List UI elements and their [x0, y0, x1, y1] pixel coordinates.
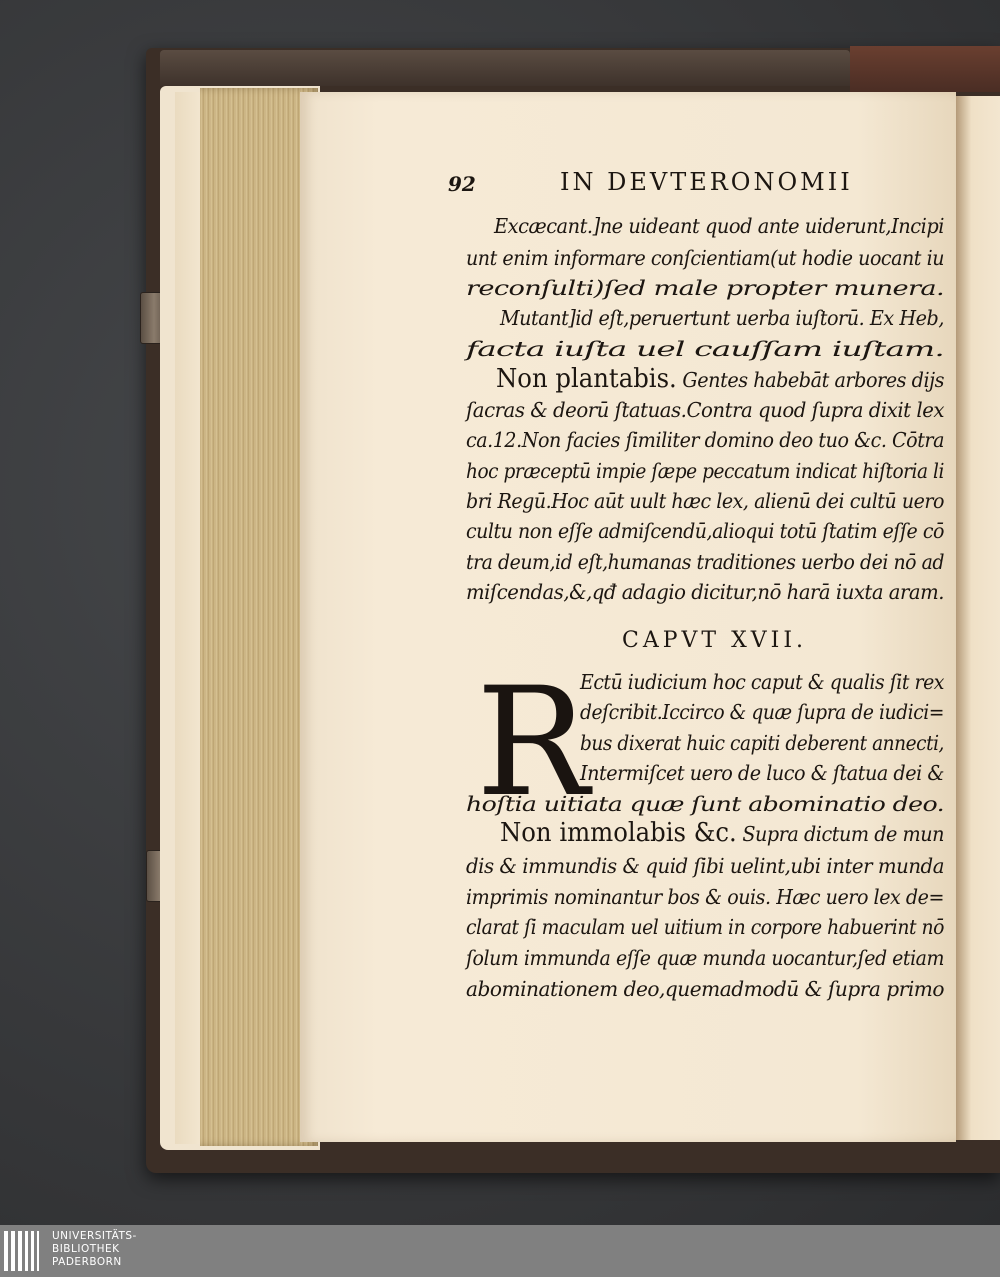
text-line: Ectū iudicium hoc caput & qualis ſit rex — [580, 670, 944, 694]
text-line: tra deum,id eſt,humanas traditiones uerbo dei nō ad — [466, 550, 944, 574]
text-line: ca.12.Non facies ſimiliter domino deo tuo &c. Cōtra — [466, 428, 944, 452]
book-cover-top-edge — [160, 50, 850, 86]
chapter-heading: CAPVT XVII. — [622, 628, 808, 653]
text-line: bri Regū.Hoc aūt uult hæc lex, alienū dei cultū uero — [466, 489, 944, 513]
text-line: abominationem deo,quemadmodū & ſupra primo — [466, 977, 944, 1001]
library-logo-icon — [4, 1231, 44, 1271]
text-line: dis & immundis & quid ſibi uelint,ubi inter munda — [466, 854, 944, 878]
text-line — [496, 364, 944, 394]
text-line: bus dixerat huic capiti deberent annecti, — [580, 731, 944, 755]
text-line: miſcendas,&,qđ adagio dicitur,nō harā iuxta aram. — [466, 580, 944, 604]
text-line-rest: Supra dictum de mun — [736, 822, 944, 846]
page-number: 92 — [448, 172, 476, 196]
text-line: Mutant]id eſt,peruertunt uerba iuſtorū. Ex Heb, — [500, 306, 944, 330]
text-line-rest: Gentes habebāt arbores dijs — [676, 368, 944, 392]
library-name-line: UNIVERSITÄTS- — [52, 1230, 137, 1242]
text-line: cultu non eſſe admiſcendū,alioqui totū ſtatim eſſe cō — [466, 519, 944, 543]
text-line: facta iuſta uel cauſſam iuſtam. — [466, 337, 944, 361]
library-name — [52, 1230, 137, 1269]
text-line: reconſulti)ſed male propter munera. — [466, 276, 944, 300]
library-name-line: BIBLIOTHEK — [52, 1243, 120, 1255]
text-line: unt enim informare conſcientiam(ut hodie uocant iu — [466, 246, 944, 270]
text-line: ſolum immunda eſſe quæ munda uocantur,ſed etiam — [466, 946, 944, 970]
decorated-initial: R — [476, 656, 589, 830]
text-line: clarat ſi maculam uel uitium in corpore habuerint nō — [466, 915, 944, 939]
text-line: ſacras & deorū ſtatuas.Contra quod ſupra dixit lex — [466, 398, 944, 422]
text-line: hoſtia uitiata quæ ſunt abominatio deo. — [466, 792, 944, 816]
facing-page-text-fragment — [988, 700, 1000, 1020]
lemma-lead: Non immolabis &c. — [500, 818, 737, 848]
text-line: deſcribit.Iccirco & quæ ſupra de iudici= — [580, 700, 944, 724]
library-name-line: PADERBORN — [52, 1256, 122, 1268]
text-line: imprimis nominantur bos & ouis. Hæc uero lex de= — [466, 885, 944, 909]
text-line: Excæcant.]ne uideant quod ante uiderunt,Incipi — [494, 214, 944, 238]
running-head: IN DEVTERONOMII — [560, 168, 853, 196]
page-edge-lip — [175, 92, 203, 1144]
text-line: Intermiſcet uero de luco & ſtatua dei & — [580, 761, 944, 785]
library-footer — [0, 1225, 1000, 1277]
lemma-lead: Non plantabis. — [496, 364, 677, 394]
text-line: hoc præceptū impie ſæpe peccatum indicat hiſtoria li — [466, 459, 944, 483]
book-cover-corner — [850, 46, 1000, 92]
